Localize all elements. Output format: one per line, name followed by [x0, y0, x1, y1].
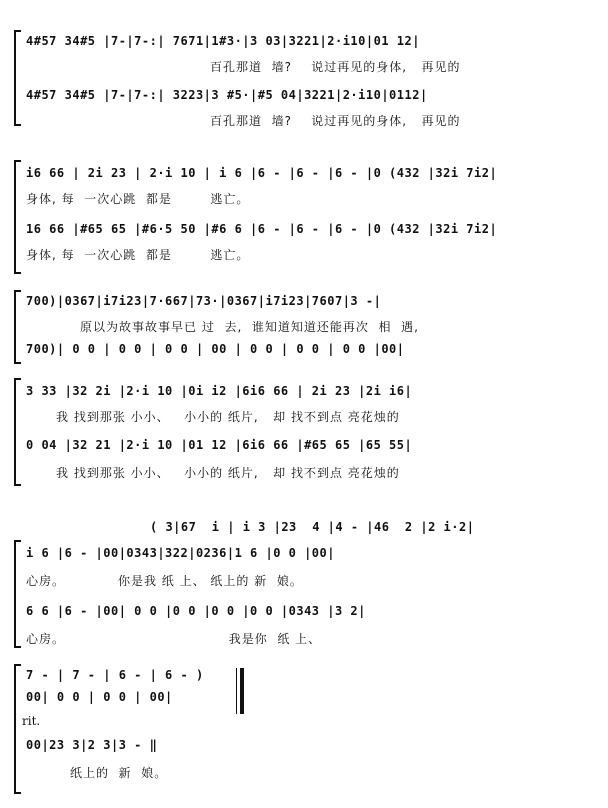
- lyric-lower: 百孔那道 墙? 说过再见的身体, 再见的: [210, 114, 461, 128]
- notes-lower: 4#57 34#5 |7-|7-:| 3223|3 #5·|#5 04|3221|2·i10|0112|: [26, 88, 428, 102]
- notes-prelude: 7 - | 7 - | 6 - | 6 - ): [26, 668, 204, 682]
- lyric-upper: 心房。 你是我 纸 上、 纸上的 新 娘。: [26, 574, 303, 588]
- lyric-upper: 原以为故事故事早已 过 去, 谁知道知道还能再次 相 遇,: [80, 320, 419, 334]
- final-barline: [240, 668, 244, 714]
- system-brace: [14, 378, 21, 486]
- tempo-mark: rit.: [22, 714, 41, 728]
- notes-lower: 0 04 |32 21 |2·i 10 |01 12 |6i6 66 |#65 65 |65 55|: [26, 438, 413, 452]
- notes-lower: 6 6 |6 - |00| 0 0 |0 0 |0 0 |0 0 |0343 |3 2|: [26, 604, 366, 618]
- notes-upper: 700)|0367|i7i23|7·667|73·|0367|i7i23|7607|3 -|: [26, 294, 382, 308]
- notes-upper: 4#57 34#5 |7-|7-:| 7671|1#3·|3 03|3221|2·i10|01 12|: [26, 34, 420, 48]
- system-brace: [14, 290, 21, 364]
- notes-upper: i6 66 | 2i 23 | 2·i 10 | i 6 |6 - |6 - |6 - |0 (432 |32i 7i2|: [26, 166, 498, 180]
- lyric-upper: 我 找到那张 小小、 小小的 纸片, 却 找不到点 亮花烛的: [56, 410, 400, 424]
- lyric-lower: 身体, 每 一次心跳 都是 逃亡。: [26, 248, 250, 262]
- lyric-lower: 心房。 我是你 纸 上、: [26, 632, 322, 646]
- notes-prelude: ( 3|67 i | i 3 |23 4 |4 - |46 2 |2 i·2|: [150, 520, 475, 534]
- system-brace: [14, 160, 21, 274]
- lyric-lower: 我 找到那张 小小、 小小的 纸片, 却 找不到点 亮花烛的: [56, 466, 400, 480]
- final-barline-thin: [236, 668, 237, 714]
- lyric-upper: 百孔那道 墙? 说过再见的身体, 再见的: [210, 60, 461, 74]
- system-brace: [14, 30, 21, 126]
- notes-upper: 3 33 |32 2i |2·i 10 |0i i2 |6i6 66 | 2i 23 |2i i6|: [26, 384, 413, 398]
- notes-lower: 700)| 0 0 | 0 0 | 0 0 | 00 | 0 0 | 0 0 | 0 0 |00|: [26, 342, 405, 356]
- notes-lower: 00|23 3|2 3|3 - ‖: [26, 738, 158, 752]
- notes-upper: 00| 0 0 | 0 0 | 00|: [26, 690, 173, 704]
- notes-upper: i 6 |6 - |00|0343|322|0236|1 6 |0 0 |00|: [26, 546, 335, 560]
- system-brace: [14, 540, 21, 648]
- lyric-upper: 身体, 每 一次心跳 都是 逃亡。: [26, 192, 250, 206]
- system-brace: [14, 664, 21, 794]
- notes-lower: 16 66 |#65 65 |#6·5 50 |#6 6 |6 - |6 - |6 - |0 (432 |32i 7i2|: [26, 222, 498, 236]
- lyric-lower: 纸上的 新 娘。: [70, 766, 168, 780]
